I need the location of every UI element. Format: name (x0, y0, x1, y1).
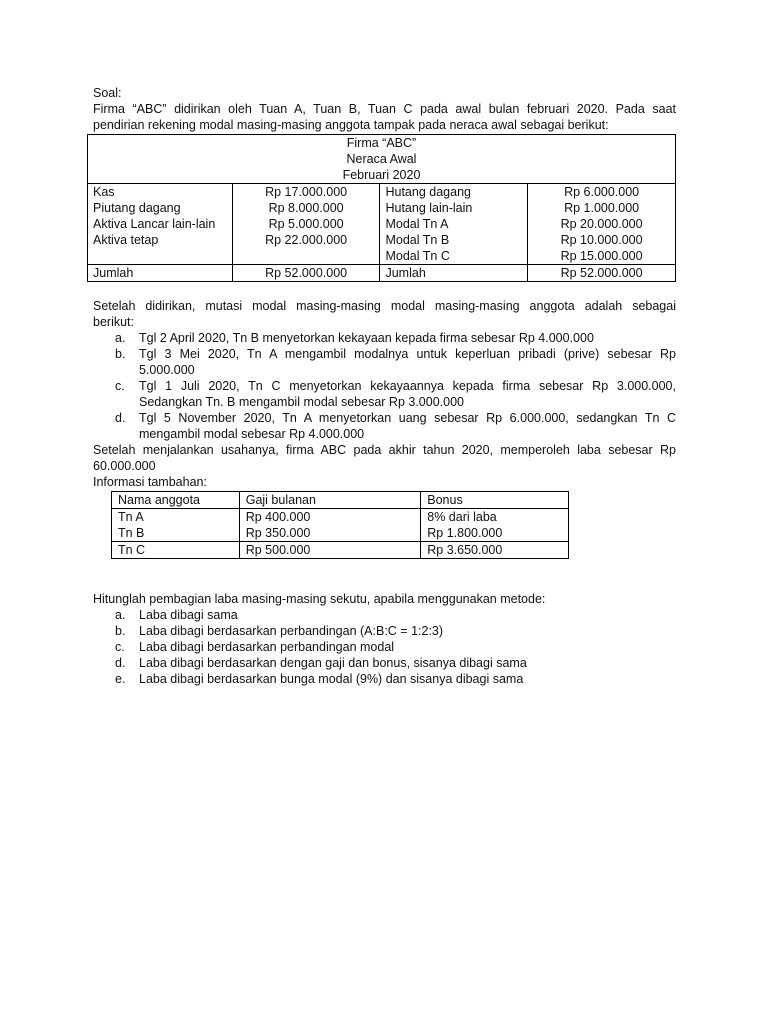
neraca-cell: Aktiva tetap (93, 233, 159, 247)
info-cell: Rp 400.000 (239, 509, 421, 526)
neraca-aktiva-values (232, 184, 380, 265)
intro-line-2: pendirian rekening modal masing-masing anggota tampak pada neraca awal sebagai berikut: (93, 118, 609, 132)
neraca-pasiva-names (380, 184, 528, 265)
list-marker: d. (115, 411, 126, 425)
question-text: Hitunglah pembagian laba masing-masing sekutu, apabila menggunakan metode: (93, 592, 546, 606)
neraca-body-row (88, 184, 676, 265)
list-marker: a. (115, 331, 126, 345)
neraca-cell: Kas (93, 185, 115, 199)
intro-line-1: Firma “ABC” didirikan oleh Tuan A, Tuan B, Tuan C pada awal bulan februari 2020. Pada saat (93, 102, 676, 116)
list-item (93, 378, 676, 410)
neraca-cell: Rp 1.000.000 (564, 201, 640, 215)
neraca-title-period: Februari 2020 (342, 168, 421, 182)
neraca-header (88, 135, 676, 184)
neraca-total-label-right: Jumlah (380, 265, 528, 282)
info-header-row (112, 492, 569, 509)
neraca-pasiva-values (528, 184, 676, 265)
neraca-total-row (88, 265, 676, 282)
neraca-cell: Rp 20.000.000 (560, 217, 643, 231)
neraca-cell (238, 248, 375, 264)
list-marker: b. (115, 624, 126, 638)
list-item (93, 671, 676, 687)
list-marker: e. (115, 672, 126, 686)
info-cell: Rp 3.650.000 (421, 542, 569, 559)
list-text: Tgl 3 Mei 2020, Tn A mengambil modalnya untuk keperluan pribadi (prive) sebesar Rp (139, 347, 676, 361)
info-table (111, 491, 569, 559)
list-item (93, 639, 676, 655)
list-text: Laba dibagi berdasarkan perbandingan modal (139, 640, 395, 654)
info-header-cell: Nama anggota (112, 492, 240, 509)
list-text: Tgl 2 April 2020, Tn B menyetorkan kekayaan kepada firma sebesar Rp 4.000.000 (139, 331, 594, 345)
neraca-cell: Hutang lain-lain (385, 201, 473, 215)
neraca-table (87, 134, 676, 282)
info-cell: Tn C (112, 542, 240, 559)
neraca-cell: Hutang dagang (385, 185, 471, 199)
neraca-total-value-right: Rp 52.000.000 (528, 265, 676, 282)
table-row (112, 542, 569, 559)
table-row (112, 509, 569, 526)
info-cell: Rp 350.000 (239, 525, 421, 542)
info-cell: Tn A (112, 509, 240, 526)
mutasi-line-1: Setelah didirikan, mutasi modal masing-masing modal masing-masing anggota adalah sebagai (93, 299, 676, 313)
list-marker: c. (115, 640, 125, 654)
info-header-cell: Bonus (421, 492, 569, 509)
neraca-title-name: Neraca Awal (346, 152, 417, 166)
list-text: mengambil modal sebesar Rp 4.000.000 (139, 427, 365, 441)
list-item (93, 346, 676, 378)
neraca-header-row (88, 135, 676, 184)
list-item (93, 607, 676, 623)
laba-line-2: 60.000.000 (93, 459, 156, 473)
list-marker: c. (115, 379, 125, 393)
info-cell: Rp 1.800.000 (421, 525, 569, 542)
neraca-title-firma: Firma “ABC” (346, 136, 417, 150)
neraca-cell: Rp 10.000.000 (560, 233, 643, 247)
mutasi-list (93, 330, 676, 442)
neraca-cell (93, 248, 227, 264)
list-marker: b. (115, 347, 126, 361)
list-marker: a. (115, 608, 126, 622)
neraca-cell: Modal Tn B (385, 233, 450, 247)
neraca-cell: Aktiva Lancar lain-lain (93, 217, 216, 231)
methods-list (93, 607, 676, 687)
list-item (93, 410, 676, 442)
list-text: Tgl 1 Juli 2020, Tn C menyetorkan kekayaannya kepada firma sebesar Rp 3.000.000, (139, 379, 676, 393)
list-text: Laba dibagi sama (139, 608, 238, 622)
neraca-cell: Modal Tn A (385, 217, 449, 231)
info-header-cell: Gaji bulanan (239, 492, 421, 509)
neraca-total-label-left: Jumlah (88, 265, 233, 282)
neraca-cell: Rp 22.000.000 (265, 233, 348, 247)
mutasi-line-2: berikut: (93, 315, 134, 329)
neraca-cell: Rp 8.000.000 (268, 201, 344, 215)
neraca-aktiva-names (88, 184, 233, 265)
table-row (112, 525, 569, 542)
neraca-cell: Rp 17.000.000 (265, 185, 348, 199)
list-text: 5.000.000 (139, 363, 195, 377)
info-cell: Tn B (112, 525, 240, 542)
neraca-cell: Rp 5.000.000 (268, 217, 344, 231)
info-label: Informasi tambahan: (93, 475, 207, 489)
neraca-cell: Rp 6.000.000 (564, 185, 640, 199)
neraca-cell: Rp 15.000.000 (560, 249, 643, 263)
neraca-cell: Modal Tn C (385, 249, 450, 263)
neraca-cell: Piutang dagang (93, 201, 181, 215)
list-text: Sedangkan Tn. B mengambil modal sebesar Rp 3.000.000 (139, 395, 464, 409)
list-item (93, 330, 676, 346)
list-item (93, 623, 676, 639)
list-text: Laba dibagi berdasarkan bunga modal (9%) dan sisanya dibagi sama (139, 672, 524, 686)
list-text: Laba dibagi berdasarkan dengan gaji dan bonus, sisanya dibagi sama (139, 656, 527, 670)
document-content (93, 85, 676, 687)
list-marker: d. (115, 656, 126, 670)
laba-line-1: Setelah menjalankan usahanya, firma ABC pada akhir tahun 2020, memperoleh laba sebesar Rp (93, 443, 676, 457)
list-item (93, 655, 676, 671)
neraca-total-value-left: Rp 52.000.000 (232, 265, 380, 282)
list-text: Laba dibagi berdasarkan perbandingan (A:B:C = 1:2:3) (139, 624, 444, 638)
info-cell: Rp 500.000 (239, 542, 421, 559)
info-cell: 8% dari laba (421, 509, 569, 526)
list-text: Tgl 5 November 2020, Tn A menyetorkan uang sebesar Rp 6.000.000, sedangkan Tn C (139, 411, 676, 425)
soal-label: Soal: (93, 86, 122, 100)
